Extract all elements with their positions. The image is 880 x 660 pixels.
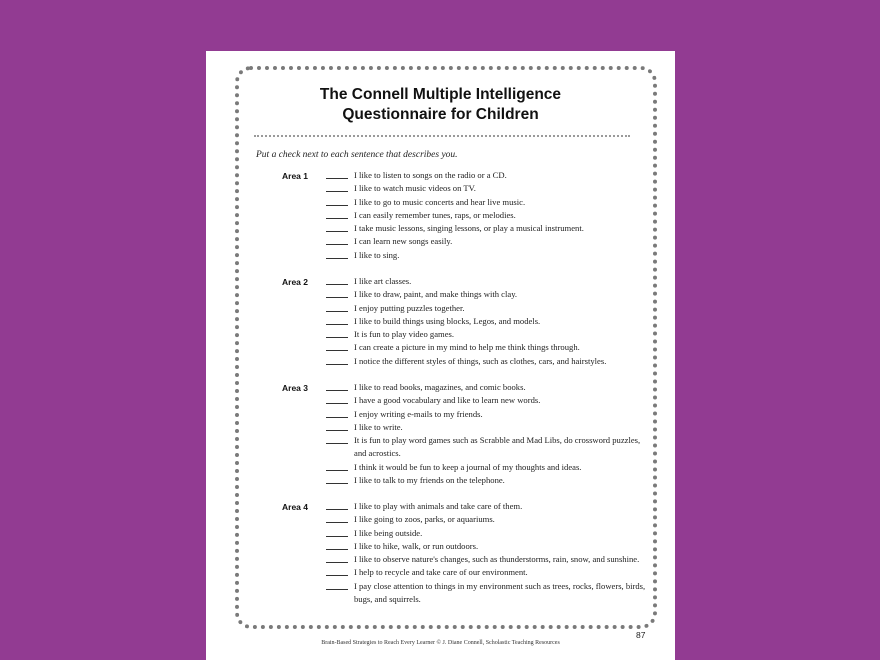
list-item: I pay close attention to things in my environment such as trees, rocks, flowers, birds, bugs, and squirrels. [326,580,646,607]
list-item: I like to talk to my friends on the telephone. [326,474,646,487]
check-blank[interactable] [326,205,348,206]
check-blank[interactable] [326,417,348,418]
area-label: Area 1 [282,171,308,181]
title-line-2: Questionnaire for Children [342,106,539,123]
check-blank[interactable] [326,430,348,431]
list-item: I like being outside. [326,527,646,540]
check-blank[interactable] [326,390,348,391]
worksheet-page [206,51,675,660]
check-blank[interactable] [326,536,348,537]
list-item: I like to go to music concerts and hear live music. [326,196,646,209]
list-item: I take music lessons, singing lessons, or play a musical instrument. [326,222,646,235]
list-item: I can create a picture in my mind to help me think things through. [326,341,646,354]
check-blank[interactable] [326,470,348,471]
list-item: I have a good vocabulary and like to learn new words. [326,394,646,407]
check-blank[interactable] [326,589,348,590]
check-blank[interactable] [326,509,348,510]
check-blank[interactable] [326,297,348,298]
list-item: I like going to zoos, parks, or aquariums. [326,513,646,526]
check-blank[interactable] [326,403,348,404]
area-1-items [326,169,646,262]
check-blank[interactable] [326,483,348,484]
area-3-items [326,381,646,487]
check-blank[interactable] [326,191,348,192]
list-item: I can easily remember tunes, raps, or melodies. [326,209,646,222]
check-blank[interactable] [326,178,348,179]
list-item: I like to hike, walk, or run outdoors. [326,540,646,553]
list-item: I can learn new songs easily. [326,235,646,248]
check-blank[interactable] [326,311,348,312]
list-item: I like to write. [326,421,646,434]
page-title [206,85,675,125]
list-item: It is fun to play video games. [326,328,646,341]
list-item: I like to draw, paint, and make things with clay. [326,288,646,301]
list-item: I like to watch music videos on TV. [326,182,646,195]
area-label: Area 2 [282,277,308,287]
check-blank[interactable] [326,562,348,563]
check-blank[interactable] [326,575,348,576]
list-item: I like to listen to songs on the radio or a CD. [326,169,646,182]
footer-credit: Brain-Based Strategies to Reach Every Learner © J. Diane Connell, Scholastic Teaching Resources [321,640,560,646]
check-blank[interactable] [326,549,348,550]
area-4-items [326,500,646,606]
list-item: I enjoy putting puzzles together. [326,302,646,315]
check-blank[interactable] [326,218,348,219]
list-item: It is fun to play word games such as Scrabble and Mad Libs, do crossword puzzles, and acrostics. [326,434,646,461]
instruction-text: Put a check next to each sentence that describes you. [256,150,458,160]
list-item: I notice the different styles of things, such as clothes, cars, and hairstyles. [326,355,646,368]
list-item: I like to sing. [326,249,646,262]
check-blank[interactable] [326,364,348,365]
list-item: I think it would be fun to keep a journal of my thoughts and ideas. [326,461,646,474]
list-item: I like to observe nature's changes, such as thunderstorms, rain, snow, and sunshine. [326,553,646,566]
check-blank[interactable] [326,350,348,351]
check-blank[interactable] [326,522,348,523]
list-item: I enjoy writing e-mails to my friends. [326,408,646,421]
list-item: I like art classes. [326,275,646,288]
dotted-divider [254,135,630,137]
check-blank[interactable] [326,324,348,325]
check-blank[interactable] [326,337,348,338]
check-blank[interactable] [326,231,348,232]
check-blank[interactable] [326,443,348,444]
list-item: I like to play with animals and take care of them. [326,500,646,513]
check-blank[interactable] [326,258,348,259]
area-2-items [326,275,646,368]
area-label: Area 3 [282,383,308,393]
page-number: 87 [636,630,646,640]
list-item: I help to recycle and take care of our environment. [326,566,646,579]
area-label: Area 4 [282,502,308,512]
list-item: I like to read books, magazines, and comic books. [326,381,646,394]
title-line-1: The Connell Multiple Intelligence [319,86,562,103]
check-blank[interactable] [326,284,348,285]
list-item: I like to build things using blocks, Legos, and models. [326,315,646,328]
check-blank[interactable] [326,244,348,245]
